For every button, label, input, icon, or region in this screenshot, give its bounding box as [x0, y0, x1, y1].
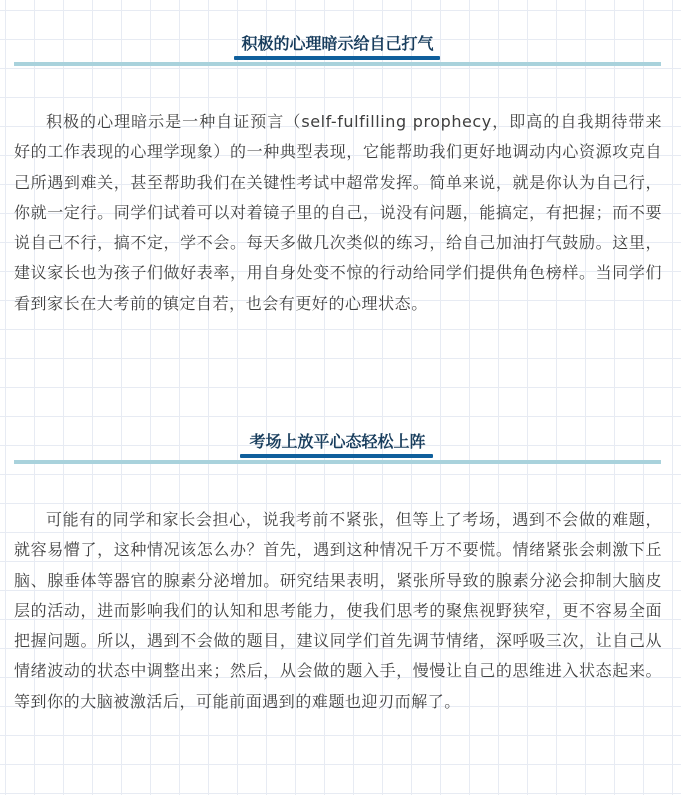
section-title: 考场上放平心态轻松上阵: [249, 432, 426, 451]
paragraph-positive-suggestion: 积极的心理暗示是一种自证预言（self-fulfilling prophecy，即高的自我期待带来好的工作表现的心理学现象）的一种典型表现，它能帮助我们更好地调动内心资源攻克自己所遇到难关，甚至帮助我们在关键性考试中超常发挥。简单来说，就是你认为自己行，你就一定行。同学们试着可以对着镜子里的自己，说没有问题，能搞定，有把握；而不要说自己不行，搞不定，学不会。每天多做几次类似的练习，给自己加油打气鼓励。这里，建议家长也为孩子们做好表率，用自身处变不惊的行动给同学们提供角色榜样。当同学们看到家长在大考前的镇定自若，也会有更好的心理状态。: [14, 112, 662, 313]
section-title: 积极的心理暗示给自己打气: [241, 34, 434, 53]
paragraph-calm-exam: 可能有的同学和家长会担心，说我考前不紧张，但等上了考场，遇到不会做的难题，就容易懵了，这种情况该怎么办？首先，遇到这种情况千万不要慌。情绪紧张会刺激下丘脑、腺垂体等器官的腺素分泌增加。研究结果表明，紧张所导致的腺素分泌会抑制大脑皮层的活动，进而影响我们的认知和思考能力，使我们思考的聚焦视野狭窄，更不容易全面把握问题。所以，遇到不会做的题目，建议同学们首先调节情绪，深呼吸三次，让自己从情绪波动的状态中调整出来；然后，从会做的题入手，慢慢让自己的思维进入状态起来。等到你的大脑被激活后，可能前面遇到的难题也迎刃而解了。: [14, 510, 662, 711]
title-underline: [234, 56, 440, 60]
title-underline: [240, 454, 433, 458]
divider-rule: [14, 62, 661, 66]
divider-rule: [14, 460, 661, 464]
section-heading-positive-suggestion: [14, 32, 661, 72]
section-heading-calm-exam: [14, 430, 661, 470]
